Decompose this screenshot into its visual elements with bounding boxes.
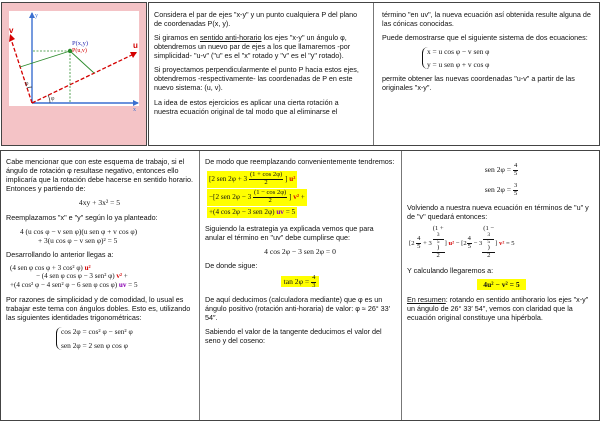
intro-p7: permite obtener las nuevas coordenadas "u-v" a partir de las originales "x-y".: [382, 74, 575, 93]
rotation-figure: [1, 2, 147, 146]
tan-eq: tan 2φ = $\frac{4}{3}$: [205, 275, 395, 290]
sol-p5: De modo que reemplazando convenientemente tendremos:: [205, 157, 395, 166]
solution-column-1: [1, 154, 198, 358]
sol-p1: Cabe mencionar que con este esquema de trabajo, si el ángulo de rotación φ resultase negativo, entonces ello implicaría que la rotación debe hacerse en sentido horario. Entonces y partiendo de:: [6, 157, 193, 194]
sol-p9: Sabiendo el valor de la tangente deducimos el valor del seno y del coseno:: [205, 327, 382, 346]
point-label-uv: P(u,v): [72, 48, 87, 54]
intro-p3: Si proyectamos perpendicularmente el punto P hacia estos ejes, obtendremos -respectivamente- las coordenadas de P en este nuevo sistema: (u, v).: [154, 65, 359, 93]
solution-column-3: [402, 154, 600, 330]
cos-value: sen 2φ = $\frac{3}{5}$: [484, 181, 518, 197]
anticlockwise-link: sentido anti-horario: [199, 33, 262, 43]
axes-diagram: [2, 3, 147, 146]
double-angle-equation: [2 sen 2φ + 3 $\frac{(1 + \cos 2\varphi)}{2}$ ] u² −[2 sen 2φ − 3 $\frac{(1 - \cos 2\varphi)}{2}$ ] v² + +(4 cos 2φ − 3 sen 2φ) uv = 5: [209, 171, 305, 216]
numeric-equation: [2 $\frac{4}{5}$ + 3 (1 + 3 5 ) 2 ] u² − [2 $\frac{4}{5}$ − 3 (1 − 3 5 ) 2 ] v² = 5: [409, 224, 515, 260]
sol-p10: Volviendo a nuestra nueva ecuación en términos de "u" y de "v" quedará entonces:: [407, 202, 589, 221]
x-axis-label: x: [133, 107, 136, 113]
point-label: P(x,y): [72, 40, 89, 47]
solution-column-2: [200, 154, 400, 353]
rotation-eq-x: x = u cos φ − v sen φ: [427, 47, 490, 57]
trig-identities: cos 2φ = cos² φ − sen² φ sen 2φ = 2 sen φ cos φ: [56, 327, 193, 350]
v-axis-label: v: [9, 26, 14, 35]
angle-label-1: φ: [51, 96, 55, 102]
sol-p3: Desarrollando lo anterior llegas a:: [6, 249, 114, 259]
substitution-eq: 4 (u cos φ − v sen φ)(u sen φ + v cos φ) + 3(u cos φ − v sen φ)² = 5: [20, 226, 138, 245]
start-equation: 4xy + 3x² = 5: [78, 198, 121, 208]
y-axis-label: y: [35, 13, 38, 19]
sol-p11: Y calculando llegaremos a:: [407, 266, 494, 276]
intro-column-2: [377, 7, 599, 100]
rotation-system: [422, 47, 594, 69]
intro-p6: Puede demostrarse que el siguiente sistema de dos ecuaciones:: [382, 33, 588, 43]
u-axis-label: u: [133, 41, 138, 50]
sol-p12: En resumen: rotando en sentido antihorario los ejes "x-y" un ángulo de 26° 33′ 54″, vemos con claridad que la ecuación original constituye una hipérbola.: [407, 294, 589, 322]
intro-p2: Si giramos en sentido anti-horario los ejes "x-y" un ángulo φ, obtendremos un nuevo par de ejes a los que llamaremos -por simplicidad- "u-v" ("u" es el "x" rotado y "v" es el "y" rotado).: [154, 33, 351, 61]
sol-p4: Por razones de simplicidad y de comodidad, lo usual es trabajar este tema con ángulos dobles. Esto es, utilizando las siguientes identidades trigonométricas:: [6, 294, 191, 322]
sol-p7: De donde sigue:: [205, 260, 258, 270]
angle-label-2: φ: [25, 81, 29, 87]
developed-eq: (4 sen φ cos φ + 3 cos² φ) u² − (4 sen φ cos φ − 3 sen² φ) v² + +(4 cos² φ − 4 sen² φ − 6 sen φ cos φ) uv = 5: [10, 263, 138, 289]
intro-panel: [148, 2, 600, 146]
intro-p1: Considera el par de ejes "x-y" y un punto cualquiera P del plano de coordenadas P(x, y).: [154, 10, 358, 29]
intro-p4: La idea de estos ejercicios es aplicar una cierta rotación a nuestra ecuación original de tal modo que al eliminarse el: [154, 97, 339, 116]
intro-p5: término "en uv", la nueva ecuación así obtenida resulte alguna de las cónicas conocidas.: [382, 10, 591, 29]
sol-p8: De aquí deducimos (calculadora mediante) que φ es un ángulo positivo (rotación anti-horaria) de valor: φ ≈ 26° 33′ 54″.: [205, 294, 391, 322]
sol-p2: Reemplazamos "x" e "y" según lo ya planteado:: [6, 212, 158, 222]
sol-p6: Siguiendo la estrategia ya explicada vemos que para anular el término en "uv" debe cumplirse que:: [205, 223, 374, 242]
intro-column-1: [149, 7, 369, 124]
final-equation: 4u² − v² = 5: [407, 280, 596, 289]
solution-panel: [0, 150, 600, 421]
sin-value: sen 2φ = $\frac{4}{5}$: [484, 162, 518, 177]
zero-condition-eq: 4 cos 2φ − 3 sen 2φ = 0: [264, 246, 336, 256]
rotation-eq-y: y = u sen φ + v cos φ: [427, 60, 490, 70]
